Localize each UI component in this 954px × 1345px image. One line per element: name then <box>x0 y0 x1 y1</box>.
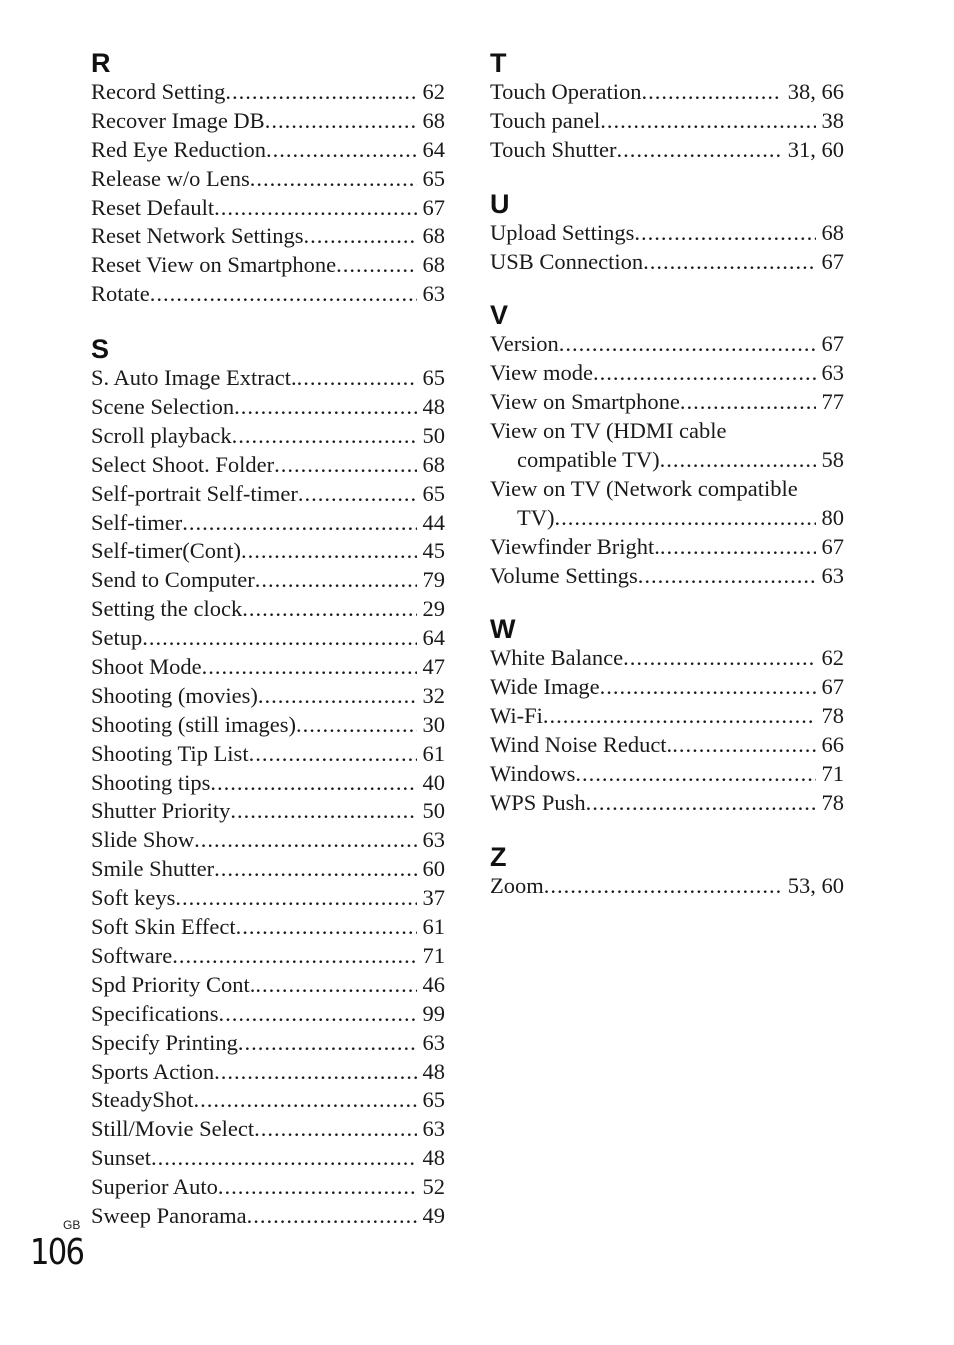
index-entry[interactable] <box>490 219 844 248</box>
entry-term: Slide Show <box>91 827 195 853</box>
leader-dots <box>258 682 417 711</box>
leader-dots <box>623 644 815 673</box>
index-entry[interactable] <box>91 194 445 223</box>
index-entry[interactable] <box>91 826 445 855</box>
entry-page: 79 <box>422 567 445 593</box>
leader-dots <box>218 1000 416 1029</box>
index-entry[interactable] <box>490 78 844 107</box>
entry-page: 37 <box>422 885 445 911</box>
leader-dots <box>172 942 416 971</box>
entry-page: 67 <box>821 533 844 559</box>
entry-page: 77 <box>821 389 844 415</box>
index-entry[interactable] <box>490 107 844 136</box>
index-section-t <box>490 49 844 165</box>
entry-term: Self-portrait Self-timer <box>91 480 298 506</box>
leader-dots <box>230 797 416 826</box>
leader-dots <box>214 1058 416 1087</box>
entry-term: Self-timer <box>91 509 183 535</box>
entry-term: S. Auto Image Extract. <box>91 365 297 391</box>
section-letter: R <box>91 48 111 78</box>
region-code: GB <box>63 1218 81 1232</box>
entry-page: 48 <box>422 1058 445 1084</box>
entry-term: Shooting tips <box>91 769 211 795</box>
index-entry-list <box>490 330 844 590</box>
index-entry[interactable] <box>91 537 445 566</box>
leader-dots <box>225 78 416 107</box>
entry-term: Send to Computer <box>91 567 255 593</box>
entry-page: 63 <box>422 281 445 307</box>
index-entry[interactable] <box>91 653 445 682</box>
entry-page: 49 <box>422 1202 445 1228</box>
entry-term: Sweep Panorama <box>91 1202 247 1228</box>
index-entry[interactable] <box>91 1173 445 1202</box>
entry-page: 65 <box>422 165 445 191</box>
index-section-w <box>490 615 844 817</box>
entry-page: 44 <box>422 509 445 535</box>
entry-term: Setting the clock <box>91 596 243 622</box>
index-entry-list <box>490 872 844 901</box>
index-entry-list <box>490 644 844 817</box>
entry-term: Version <box>490 331 559 357</box>
index-entry[interactable] <box>91 107 445 136</box>
index-entry[interactable] <box>91 971 445 1000</box>
entry-page: 40 <box>422 769 445 795</box>
section-letter: W <box>490 614 516 645</box>
entry-page: 63 <box>821 360 844 386</box>
entry-term: Still/Movie Select <box>91 1116 255 1142</box>
index-section-z <box>490 843 844 901</box>
entry-page: 52 <box>422 1174 445 1200</box>
index-entry[interactable] <box>91 451 445 480</box>
entry-page: 64 <box>422 625 445 651</box>
leader-dots <box>555 504 816 533</box>
entry-term: Volume Settings <box>490 562 638 588</box>
entry-term: Reset View on Smartphone <box>91 252 337 278</box>
entry-page: 65 <box>422 1087 445 1113</box>
entry-page: 65 <box>422 480 445 506</box>
entry-page: 48 <box>422 1145 445 1171</box>
index-entry[interactable] <box>91 1086 445 1115</box>
entry-term: Sports Action <box>91 1058 215 1084</box>
entry-page: 32 <box>422 682 445 708</box>
entry-page: 62 <box>422 79 445 104</box>
leader-dots <box>593 359 816 388</box>
entry-term: Reset Default <box>91 194 215 220</box>
entry-page: 60 <box>422 856 445 882</box>
entry-page: 45 <box>422 538 445 564</box>
leader-dots <box>638 562 816 591</box>
leader-dots <box>298 480 417 509</box>
index-entry[interactable] <box>91 711 445 740</box>
entry-term: Superior Auto <box>91 1174 218 1200</box>
entry-term: Record Setting <box>91 79 226 104</box>
section-letter: Z <box>490 841 507 872</box>
entry-page: 63 <box>422 1116 445 1142</box>
index-entry[interactable] <box>91 797 445 826</box>
section-letter: T <box>490 48 507 78</box>
index-entry[interactable] <box>91 1029 445 1058</box>
leader-dots <box>296 711 417 740</box>
index-entry[interactable] <box>91 1000 445 1029</box>
index-entry[interactable] <box>490 673 844 702</box>
entry-page: 78 <box>821 703 844 729</box>
leader-dots <box>643 248 815 277</box>
leader-dots <box>575 760 815 789</box>
leader-dots <box>660 446 816 475</box>
index-entry[interactable] <box>91 78 445 107</box>
section-letter: U <box>490 188 510 219</box>
index-entry[interactable] <box>91 595 445 624</box>
entry-term: Software <box>91 942 173 968</box>
entry-page: 63 <box>821 562 844 588</box>
entry-term: Setup <box>91 625 143 651</box>
index-entry[interactable] <box>91 682 445 711</box>
entry-term: Scene Selection <box>91 394 235 420</box>
entry-page: 65 <box>422 365 445 391</box>
index-entry[interactable] <box>91 136 445 165</box>
leader-dots <box>266 136 417 165</box>
entry-term: USB Connection <box>490 248 644 274</box>
entry-page: 46 <box>422 971 445 997</box>
section-letter: S <box>91 334 110 365</box>
index-entry[interactable] <box>91 769 445 798</box>
entry-term: Specifications <box>91 1000 219 1026</box>
index-entry[interactable] <box>91 566 445 595</box>
leader-dots <box>214 855 416 884</box>
entry-page: 63 <box>422 1029 445 1055</box>
index-entry[interactable] <box>91 1144 445 1173</box>
entry-term: Viewfinder Bright. <box>490 533 660 559</box>
leader-dots <box>265 107 417 136</box>
entry-term: View on TV (Network compatible <box>490 475 798 501</box>
entry-page: 30 <box>422 711 445 737</box>
leader-dots <box>241 537 417 566</box>
entry-page: 58 <box>821 447 844 473</box>
entry-page: 67 <box>422 194 445 220</box>
index-entry[interactable] <box>91 740 445 769</box>
index-section-s <box>91 335 445 1231</box>
entry-page: 71 <box>422 942 445 968</box>
entry-term: SteadyShot <box>91 1087 194 1113</box>
entry-term: View mode <box>490 360 593 386</box>
index-entry[interactable] <box>91 393 445 422</box>
leader-dots <box>182 509 416 538</box>
leader-dots <box>642 78 782 107</box>
entry-term: Shooting (still images) <box>91 711 296 737</box>
entry-term: Wide Image <box>490 674 600 700</box>
entry-page: 29 <box>422 596 445 622</box>
index-entry[interactable] <box>490 330 844 359</box>
leader-dots <box>559 330 816 359</box>
entry-page: 50 <box>422 798 445 824</box>
entry-page: 67 <box>821 331 844 357</box>
leader-dots <box>600 107 815 136</box>
index-entry[interactable] <box>490 702 844 731</box>
entry-page: 67 <box>821 674 844 700</box>
leader-dots <box>255 971 416 1000</box>
index-entry[interactable] <box>91 222 445 251</box>
leader-dots <box>336 251 416 280</box>
entry-term: Release w/o Lens <box>91 165 250 191</box>
entry-page: 61 <box>422 914 445 940</box>
entry-term: Spd Priority Cont. <box>91 971 256 997</box>
index-entry-list <box>91 78 445 309</box>
index-entry[interactable] <box>91 480 445 509</box>
entry-term: Sunset <box>91 1145 152 1171</box>
leader-dots <box>194 826 416 855</box>
entry-term: Soft Skin Effect <box>91 914 236 940</box>
entry-term: Rotate <box>91 281 150 307</box>
entry-term: Shoot Mode <box>91 654 202 680</box>
entry-page: 61 <box>422 740 445 766</box>
index-entry[interactable] <box>490 388 844 417</box>
index-entry[interactable] <box>490 731 844 760</box>
index-entry[interactable] <box>91 624 445 653</box>
leader-dots <box>297 364 417 393</box>
entry-term: View on Smartphone <box>490 389 680 415</box>
entry-page: 53, 60 <box>787 872 844 898</box>
index-entry[interactable] <box>490 789 844 818</box>
entry-term: Shutter Priority <box>91 798 231 824</box>
index-entry[interactable] <box>91 1202 445 1231</box>
entry-term-continued: compatible TV) <box>517 447 660 473</box>
leader-dots <box>250 165 417 194</box>
index-section-r <box>91 49 445 309</box>
entry-term: Touch Shutter <box>490 136 617 162</box>
leader-dots <box>194 1086 417 1115</box>
leader-dots <box>544 872 782 901</box>
index-entry[interactable] <box>91 422 445 451</box>
entry-page: 68 <box>422 223 445 249</box>
entry-page: 99 <box>422 1000 445 1026</box>
index-entry[interactable] <box>91 364 445 393</box>
entry-term: Soft keys <box>91 885 176 911</box>
entry-term-continued: TV) <box>517 504 555 530</box>
entry-term: Recover Image DB <box>91 107 265 133</box>
index-entry[interactable] <box>490 562 844 591</box>
entry-term: Smile Shutter <box>91 856 215 882</box>
index-entry[interactable] <box>490 475 844 533</box>
entry-page: 63 <box>422 827 445 853</box>
leader-dots <box>586 789 816 818</box>
index-section-v <box>490 301 844 590</box>
leader-dots <box>600 673 816 702</box>
index-entry[interactable] <box>91 1058 445 1087</box>
entry-term: Red Eye Reduction <box>91 136 266 162</box>
leader-dots <box>672 731 815 760</box>
index-entry[interactable] <box>490 417 844 475</box>
entry-term: WPS Push <box>490 789 586 815</box>
entry-term: Reset Network Settings <box>91 223 304 249</box>
index-entry-list <box>490 78 844 165</box>
index-entry[interactable] <box>91 251 445 280</box>
entry-term: Wind Noise Reduct. <box>490 732 673 758</box>
leader-dots <box>247 1202 417 1231</box>
leader-dots <box>150 280 417 309</box>
index-section-u <box>490 190 844 277</box>
index-entry[interactable] <box>91 280 445 309</box>
entry-page: 50 <box>422 422 445 448</box>
section-letter: V <box>490 300 509 331</box>
index-entry-list <box>91 364 445 1231</box>
leader-dots <box>303 222 416 251</box>
entry-page: 67 <box>821 248 844 274</box>
entry-term: Self-timer(Cont) <box>91 538 241 564</box>
leader-dots <box>255 566 417 595</box>
entry-term: White Balance <box>490 645 624 671</box>
index-entry[interactable] <box>490 872 844 901</box>
leader-dots <box>142 624 416 653</box>
index-entry[interactable] <box>91 942 445 971</box>
entry-page: 47 <box>422 654 445 680</box>
leader-dots <box>218 1173 417 1202</box>
leader-dots <box>617 136 782 165</box>
leader-dots <box>214 194 416 223</box>
entry-term: Scroll playback <box>91 422 232 448</box>
entry-page: 62 <box>821 645 844 671</box>
leader-dots <box>236 913 417 942</box>
index-entry[interactable] <box>91 913 445 942</box>
index-column-right <box>490 49 844 901</box>
index-column-left <box>91 49 445 1231</box>
leader-dots <box>249 740 417 769</box>
entry-term: View on TV (HDMI cable <box>490 418 727 444</box>
entry-term: Upload Settings <box>490 219 635 245</box>
entry-page: 68 <box>422 252 445 278</box>
leader-dots <box>274 451 416 480</box>
entry-page: 38 <box>821 107 844 133</box>
index-entry[interactable] <box>490 136 844 165</box>
leader-dots <box>238 1029 417 1058</box>
leader-dots <box>680 388 816 417</box>
entry-page: 78 <box>821 789 844 815</box>
entry-page: 80 <box>821 504 844 530</box>
index-entry[interactable] <box>91 165 445 194</box>
entry-page: 71 <box>821 761 844 787</box>
entry-term: Zoom <box>490 872 544 898</box>
entry-continuation <box>490 446 844 475</box>
leader-dots <box>660 533 816 562</box>
entry-page: 64 <box>422 136 445 162</box>
index-entry[interactable] <box>490 533 844 562</box>
index-entry[interactable] <box>490 359 844 388</box>
index-entry[interactable] <box>91 884 445 913</box>
leader-dots <box>151 1144 416 1173</box>
leader-dots <box>232 422 417 451</box>
entry-page: 68 <box>821 219 844 245</box>
leader-dots <box>234 393 416 422</box>
index-entry[interactable] <box>91 855 445 884</box>
page-footer <box>30 1218 90 1278</box>
entry-page: 68 <box>422 451 445 477</box>
leader-dots <box>634 219 815 248</box>
entry-term: Touch panel <box>490 107 601 133</box>
index-entry[interactable] <box>91 509 445 538</box>
entry-continuation <box>490 504 844 533</box>
entry-term: Shooting (movies) <box>91 682 258 708</box>
entry-term: Select Shoot. Folder <box>91 451 275 477</box>
index-entry[interactable] <box>490 248 844 277</box>
entry-page: 66 <box>821 732 844 758</box>
leader-dots <box>242 595 416 624</box>
entry-page: 31, 60 <box>787 136 844 162</box>
index-entry-list <box>490 219 844 277</box>
index-entry[interactable] <box>490 644 844 673</box>
leader-dots <box>543 702 816 731</box>
entry-page: 38, 66 <box>787 79 844 104</box>
leader-dots <box>254 1115 416 1144</box>
index-entry[interactable] <box>490 760 844 789</box>
leader-dots <box>210 769 416 798</box>
entry-page: 48 <box>422 394 445 420</box>
entry-term: Shooting Tip List <box>91 740 249 766</box>
leader-dots <box>175 884 416 913</box>
leader-dots <box>202 653 417 682</box>
entry-term: Wi-Fi <box>490 703 543 729</box>
entry-term: Windows <box>490 761 576 787</box>
entry-term: Specify Printing <box>91 1029 238 1055</box>
page-number: 106 <box>30 1232 84 1273</box>
entry-page: 68 <box>422 107 445 133</box>
index-entry[interactable] <box>91 1115 445 1144</box>
entry-term: Touch Operation <box>490 79 642 104</box>
